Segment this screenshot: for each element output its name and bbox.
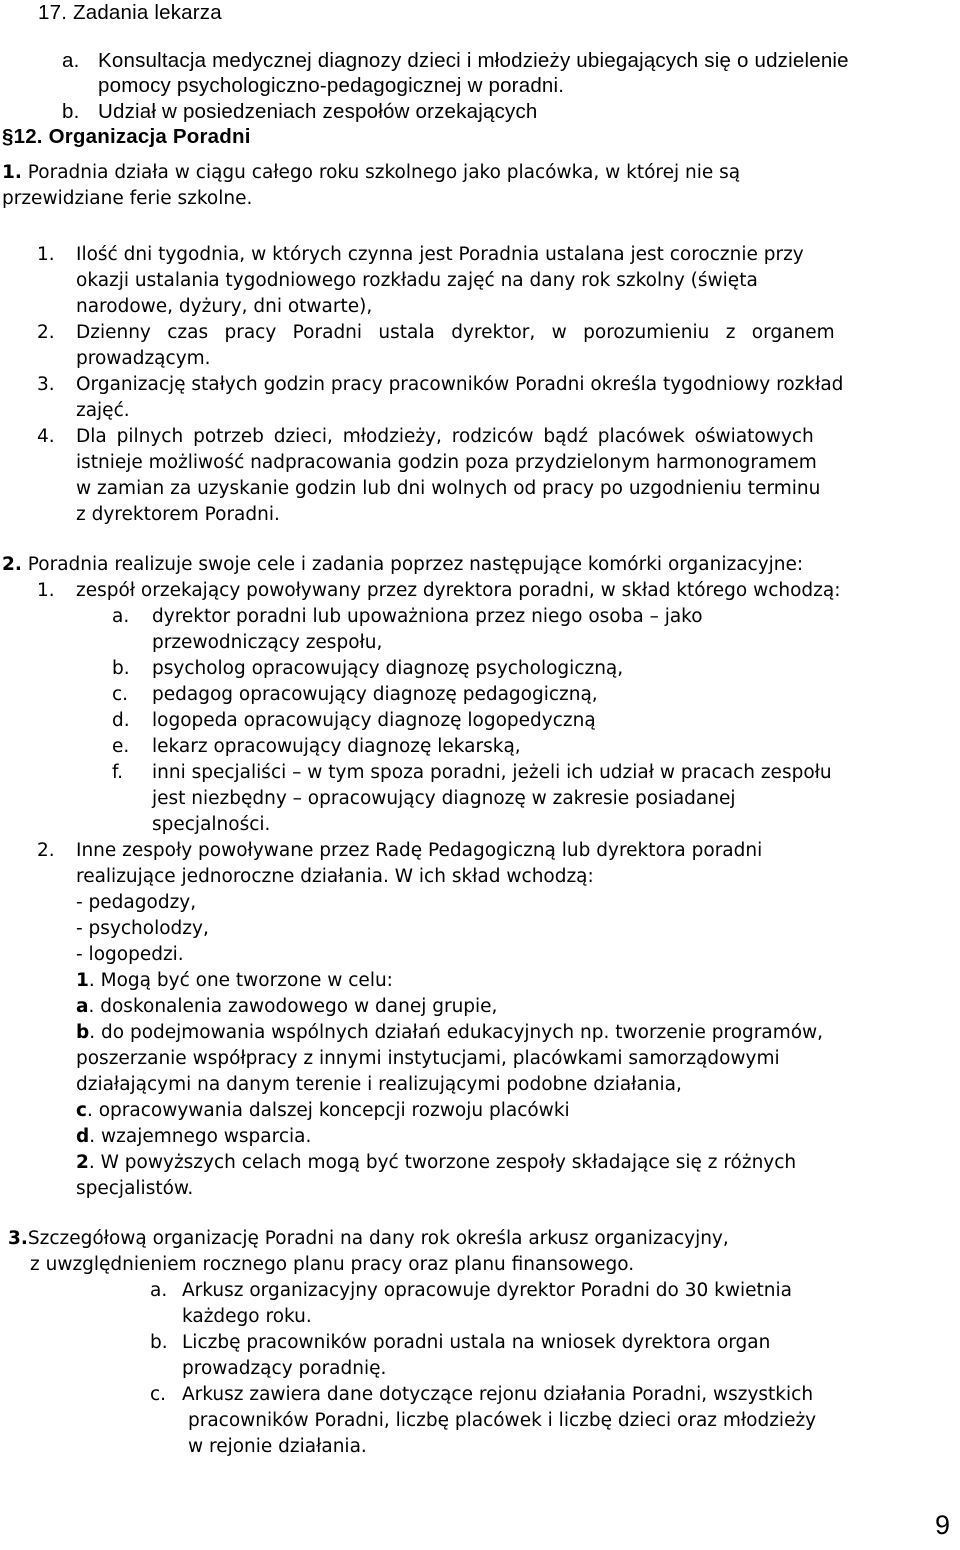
goal-item-text: działającymi na danym terenie i realizującymi podobne działania, [76,1074,682,1095]
section-17-title: 17. Zadania lekarza [38,1,222,24]
list-item-text: w zamian za uzyskanie godzin lub dni wolnych od pracy po uzgodnieniu terminu [76,478,821,499]
list-item-number: 2. [37,322,55,343]
list-item-number: 2. [37,840,55,861]
page-number: 9 [935,1510,951,1540]
member-item: - psycholodzy, [76,918,209,939]
sub-item-label: b. [150,1332,168,1353]
item-a-label: a. [62,49,80,72]
sub-item-text: Arkusz zawiera dane dotyczące rejonu działania Poradni, wszystkich [182,1384,814,1405]
paragraph-1-line2: przewidziane ferie szkolne. [2,188,253,209]
sub-item-text: każdego roku. [182,1306,312,1327]
sub-item-text: specjalności. [152,814,271,835]
goal-item: a. doskonalenia zawodowego w danej grupie, [76,996,498,1017]
sub-item-text: jest niezbędny – opracowujący diagnozę w zakresie posiadanej [152,788,736,809]
sub-item-text: prowadzący poradnię. [182,1358,387,1379]
sub-item-text: pedagog opracowujący diagnozę pedagogiczną, [152,684,598,705]
list-item-text: Dzienny czas pracy Poradni ustala dyrektor, w porozumieniu z organem [76,322,835,343]
list-item-text: istnieje możliwość nadpracowania godzin poza przydzielonym harmonogramem [76,452,817,473]
item-a-text-line1: Konsultacja medycznej diagnozy dzieci i młodzieży ubiegających się o udzielenie [98,49,849,72]
list-item-text: prowadzącym. [76,348,211,369]
sub-item-text: psycholog opracowujący diagnozę psychologiczną, [152,658,624,679]
item-b-label: b. [62,100,80,123]
goal-item-text: poszerzanie współpracy z innymi instytucjami, placówkami samorządowymi [76,1048,780,1069]
list-item-text: zajęć. [76,400,130,421]
list-item-number: 3. [37,374,55,395]
member-item: - pedagodzy, [76,892,197,913]
sub-item-text: Liczbę pracowników poradni ustala na wniosek dyrektora organ [182,1332,771,1353]
sub-item-label: c. [112,684,129,705]
sub-item-label: a. [112,606,130,627]
list-item-text: realizujące jednoroczne działania. W ich skład wchodzą: [76,866,594,887]
paragraph-3-line2: z uwzględnieniem rocznego planu pracy oraz planu finansowego. [30,1254,635,1275]
list-item-text: narodowe, dyżury, dni otwarte), [76,296,373,317]
sub-item-text: logopeda opracowujący diagnozę logopedyczną [152,710,596,731]
list-item-number: 4. [37,426,55,447]
list-item-text: z dyrektorem Poradni. [76,504,280,525]
list-item-text: Organizację stałych godzin pracy pracowników Poradni określa tygodniowy rozkład [76,374,844,395]
paragraph-3-line1: 3.Szczegółową organizację Poradni na dany rok określa arkusz organizacyjny, [8,1228,729,1249]
list-item-text: Dla pilnych potrzeb dzieci, młodzieży, rodziców bądź placówek oświatowych [76,426,814,447]
goals-summary: 2. W powyższych celach mogą być tworzone zespoły składające się z różnych [76,1152,797,1173]
sub-item-text: Arkusz organizacyjny opracowuje dyrektor Poradni do 30 kwietnia [182,1280,792,1301]
goal-item: c. opracowywania dalszej koncepcji rozwoju placówki [76,1100,570,1121]
sub-item-text: inni specjaliści – w tym spoza poradni, jeżeli ich udział w pracach zespołu [152,762,832,783]
goal-item: d. wzajemnego wsparcia. [76,1126,312,1147]
sub-item-label: e. [112,736,130,757]
item-a-text-line2: pomocy psychologiczno-pedagogicznej w poradni. [98,74,565,97]
sub-item-label: f. [112,762,124,783]
list-item-text: Ilość dni tygodnia, w których czynna jest Poradnia ustalana jest corocznie przy [76,244,804,265]
sub-item-label: a. [150,1280,168,1301]
sub-item-label: d. [112,710,130,731]
sub-item-label: c. [150,1384,167,1405]
list-item-number: 1. [37,244,55,265]
sub-item-text: w rejonie działania. [188,1436,367,1457]
sub-item-text: lekarz opracowujący diagnozę lekarską, [152,736,521,757]
sub-item-text: przewodniczący zespołu, [152,632,383,653]
goals-intro: 1. Mogą być one tworzone w celu: [76,970,393,991]
section-12-title: §12. Organizacja Poradni [2,125,251,148]
member-item: - logopedzi. [76,944,184,965]
sub-item-text: dyrektor poradni lub upoważniona przez niego osoba – jako [152,606,703,627]
sub-item-label: b. [112,658,130,679]
list-item-text: zespół orzekający powoływany przez dyrektora poradni, w skład którego wchodzą: [76,580,841,601]
item-b-text: Udział w posiedzeniach zespołów orzekających [98,100,538,123]
sub-item-text: pracowników Poradni, liczbę placówek i liczbę dzieci oraz młodzieży [188,1410,817,1431]
goal-item: b. do podejmowania wspólnych działań edukacyjnych np. tworzenie programów, [76,1022,824,1043]
list-item-text: okazji ustalania tygodniowego rozkładu zajęć na dany rok szkolny (święta [76,270,758,291]
list-item-text: Inne zespoły powoływane przez Radę Pedagogiczną lub dyrektora poradni [76,840,763,861]
list-item-number: 1. [37,580,55,601]
goals-summary-line2: specjalistów. [76,1178,194,1199]
paragraph-2-intro: 2. Poradnia realizuje swoje cele i zadania poprzez następujące komórki organizacyjne: [2,554,804,575]
paragraph-1-line1: 1. Poradnia działa w ciągu całego roku szkolnego jako placówka, w której nie są [2,162,741,183]
